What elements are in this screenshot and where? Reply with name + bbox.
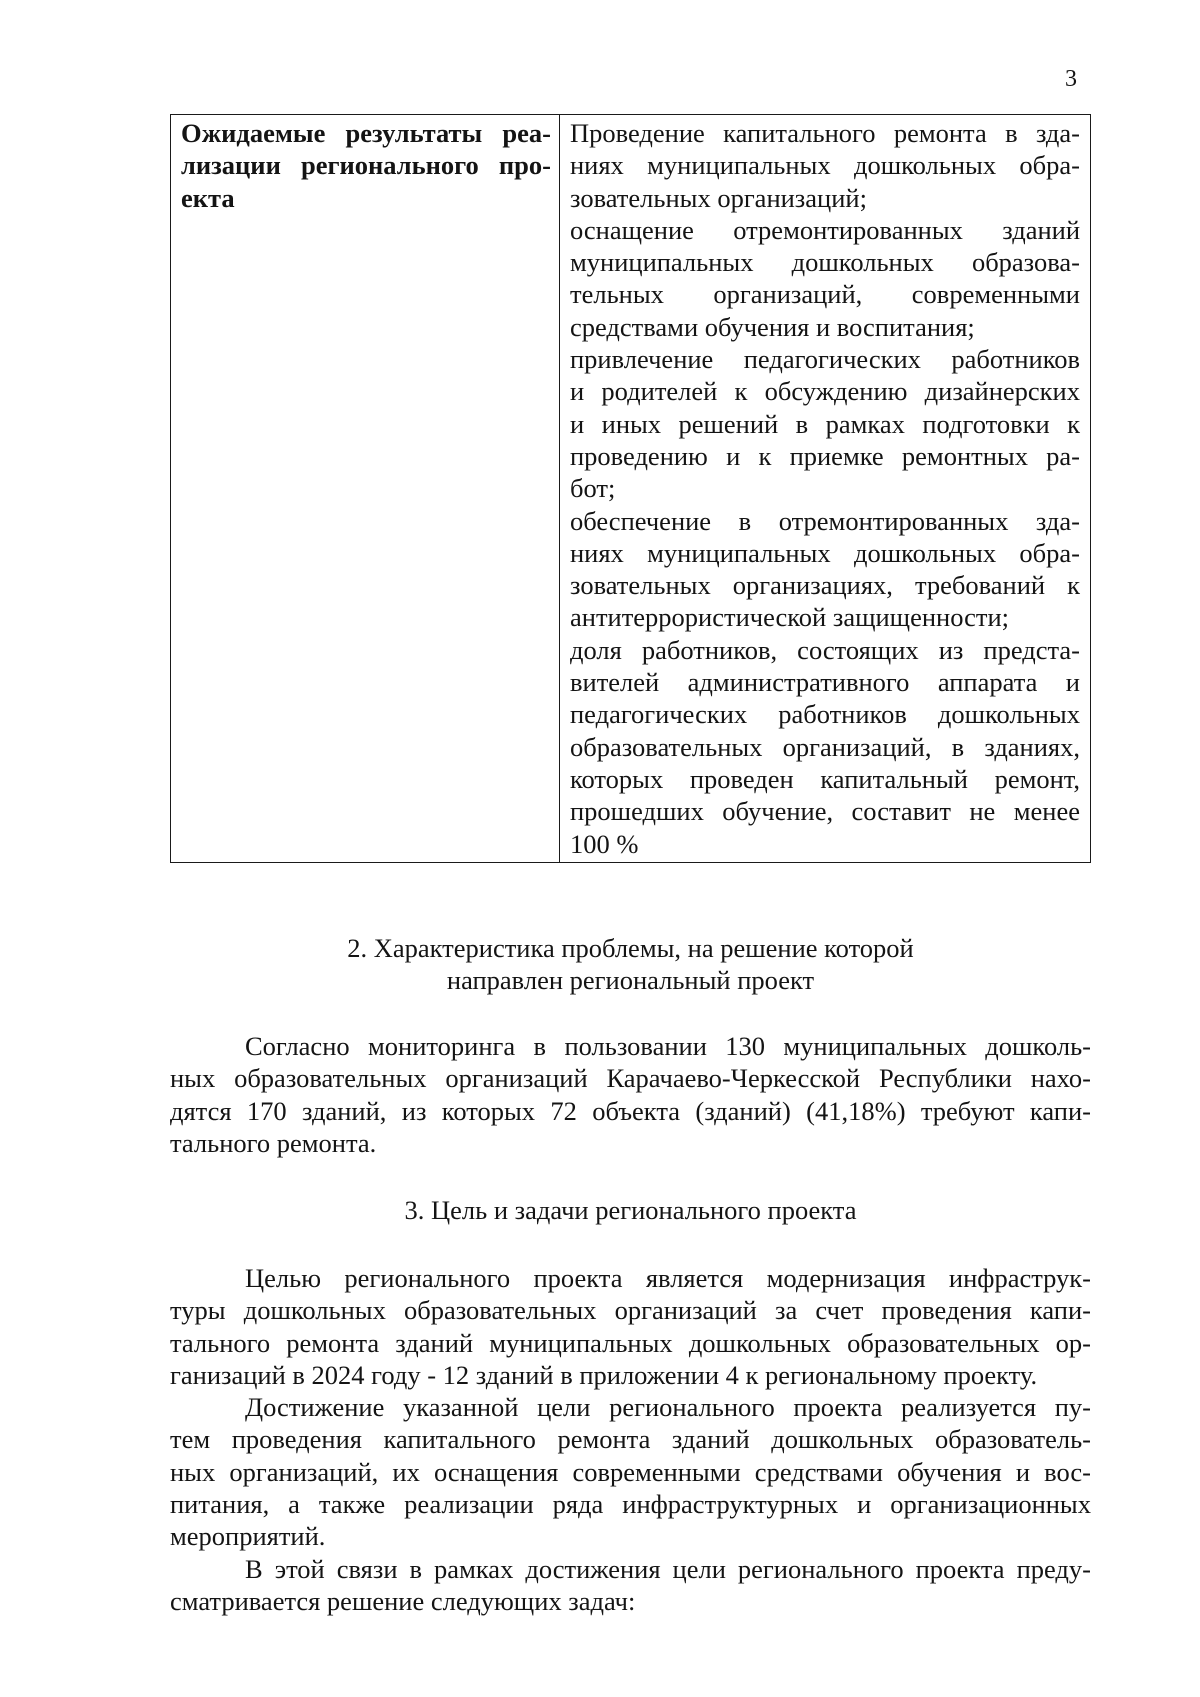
paragraph-line: тального ремонта. xyxy=(170,1127,377,1158)
value-line: доля работников, состоящих из предста- xyxy=(570,634,1080,665)
value-line: зовательных организациях, требований к xyxy=(570,570,1080,601)
paragraph-line: дятся 170 зданий, из которых 72 объекта (зданий) (41,18%) требуют капи- xyxy=(170,1095,1091,1126)
table-value-cell xyxy=(560,115,1091,863)
paragraph-line: Согласно мониторинга в пользовании 130 муниципальных дошколь- xyxy=(245,1031,1091,1061)
value-line: зовательных организаций; xyxy=(570,182,867,213)
expected-results-table xyxy=(170,114,1091,863)
value-line: и иных решений в рамках подготовки к xyxy=(570,408,1080,439)
value-line: и родителей к обсуждению дизайнерских xyxy=(570,376,1080,407)
paragraph-line: туры дошкольных образовательных организаций за счет проведения капи- xyxy=(170,1295,1091,1326)
paragraph-line: Целью регионального проекта является модернизация инфраструк- xyxy=(245,1263,1091,1293)
paragraph-line: сматривается решение следующих задач: xyxy=(170,1586,636,1617)
heading-line: направлен региональный проект xyxy=(446,965,815,995)
paragraph-line: В этой связи в рамках достижения цели регионального проекта преду- xyxy=(245,1554,1091,1584)
value-line: оснащение отремонтированных зданий xyxy=(570,214,1080,245)
value-line: ниях муниципальных дошкольных обра- xyxy=(570,150,1080,181)
value-line: проведению и к приемке ремонтных ра- xyxy=(570,440,1080,471)
page-number: 3 xyxy=(1065,66,1077,92)
value-line: средствами обучения и воспитания; xyxy=(570,311,975,342)
paragraph-line: ных организаций, их оснащения современными средствами обучения и вос- xyxy=(170,1456,1091,1487)
paragraph-line: мероприятий. xyxy=(170,1521,326,1552)
value-line: которых проведен капитальный ремонт, xyxy=(570,763,1080,794)
paragraph-line: питания, а также реализации ряда инфраструктурных и организационных xyxy=(170,1488,1091,1519)
value-line: ниях муниципальных дошкольных обра- xyxy=(570,537,1080,568)
section-2-paragraph xyxy=(170,1030,1091,1159)
paragraph-line: ганизаций в 2024 году - 12 зданий в приложении 4 к региональному проекту. xyxy=(170,1359,1038,1390)
table-row xyxy=(171,115,1091,863)
paragraph-line: ных образовательных организаций Карачаево-Черкесской Республики нахо- xyxy=(170,1063,1091,1094)
section-3-paragraph-achievement xyxy=(170,1391,1091,1552)
label-line: Ожидаемые результаты реа- xyxy=(181,118,551,148)
value-line: привлечение педагогических работников xyxy=(570,344,1080,375)
section-3-paragraph-goal xyxy=(170,1262,1091,1391)
value-line: педагогических работников дошкольных xyxy=(570,699,1080,730)
paragraph-line: тем проведения капитального ремонта зданий дошкольных образователь- xyxy=(170,1424,1091,1455)
label-line: лизации регионального про- xyxy=(181,150,551,181)
value-line: Проведение капитального ремонта в зда- xyxy=(570,118,1080,148)
section-2-heading xyxy=(170,932,1091,996)
value-line: вителей административного аппарата и xyxy=(570,667,1080,698)
paragraph-line: тального ремонта зданий муниципальных дошкольных образовательных ор- xyxy=(170,1327,1091,1358)
paragraph-line: Достижение указанной цели регионального проекта реализуется пу- xyxy=(245,1392,1091,1422)
value-line: антитеррористической защищенности; xyxy=(570,602,1009,633)
value-line: образовательных организаций, в зданиях, xyxy=(570,731,1080,762)
value-line: муниципальных дошкольных образова- xyxy=(570,247,1080,278)
section-3-heading: 3. Цель и задачи регионального проекта xyxy=(404,1195,857,1225)
label-line: екта xyxy=(181,182,235,213)
value-line: обеспечение в отремонтированных зда- xyxy=(570,505,1080,536)
section-3-paragraph-tasks xyxy=(170,1553,1091,1618)
value-line: бот; xyxy=(570,473,616,504)
heading-line: 2. Характеристика проблемы, на решение которой xyxy=(347,933,914,963)
table-label-cell xyxy=(171,115,560,863)
value-line: тельных организаций, современными xyxy=(570,279,1080,310)
value-line: 100 % xyxy=(570,828,639,859)
value-line: прошедших обучение, составит не менее xyxy=(570,796,1080,827)
